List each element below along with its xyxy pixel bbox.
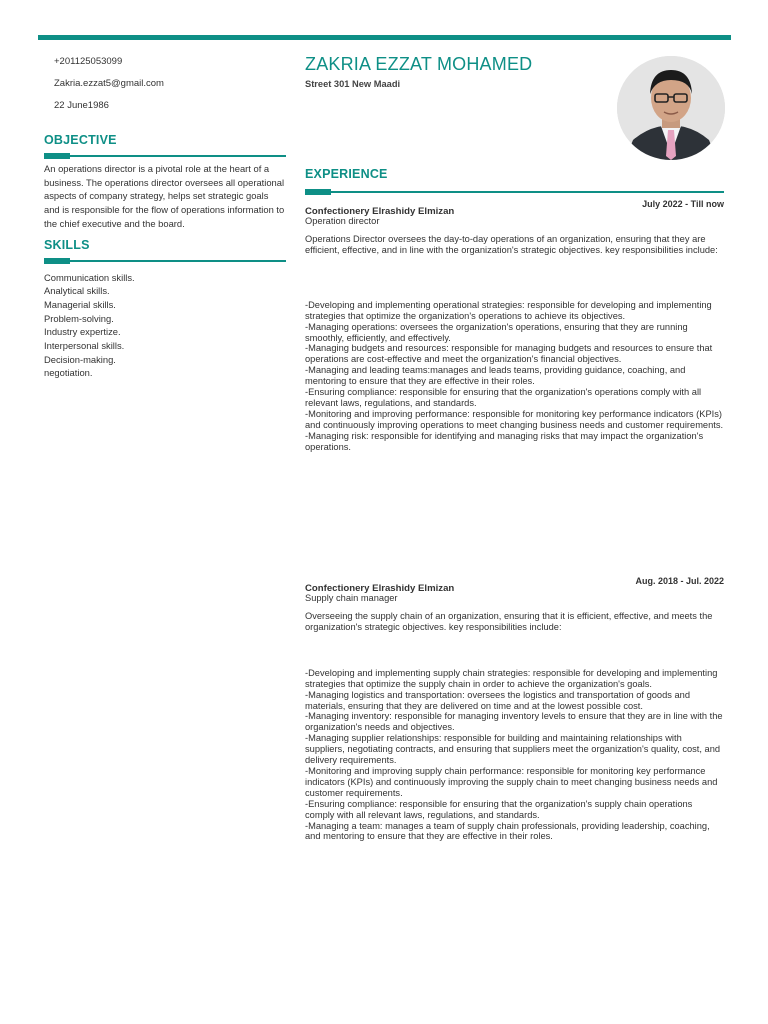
responsibility-item: -Monitoring and improving performance: responsible for monitoring key performance indicators (KPIs) and continuously improving operations to meet changing business needs and customer requirements. (305, 408, 724, 430)
experience-divider (305, 191, 724, 193)
skill-item: Decision-making. (44, 353, 116, 365)
responsibility-item: -Managing inventory: responsible for managing inventory levels to ensure that they are in line with the organization's needs and objectives. (305, 711, 723, 733)
responsibility-item: -Managing risk: responsible for identifying and managing risks that may impact the organization's operations. (305, 430, 704, 452)
responsibility-item: -Ensuring compliance: responsible for ensuring that the organization's operations comply with all relevant laws, regulations, and standards. (305, 387, 702, 408)
skill-item: Managerial skills. (44, 298, 116, 310)
candidate-name: ZAKRIA EZZAT MOHAMED (305, 54, 533, 74)
skills-list (44, 271, 286, 381)
job-company: Confectionery Elrashidy Elmizan (305, 583, 455, 594)
date-of-birth: 22 June1986 (54, 100, 109, 111)
responsibility-item: -Managing budgets and resources: responsible for managing budgets and resources to ensure that operations are cost-effective and meet the organization's financial objectives. (305, 343, 713, 365)
responsibility-item: -Managing logistics and transportation: oversees the logistics and transportation of goods and materials, ensuring that they are delivered on time and at the lowest possible cost. (305, 689, 691, 711)
skill-item: Analytical skills. (44, 285, 110, 297)
skill-item: Problem-solving. (44, 312, 114, 324)
job-role: Supply chain manager (305, 593, 398, 603)
job-date: July 2022 - Till now (642, 199, 724, 209)
objective-text: An operations director is a pivotal role at the heart of a business. The operations director oversees all operational aspects of company strategy, helps set strategic goals and is responsible for the flow of operations information to the chief executive and the board. (44, 163, 285, 229)
job-intro: Operations Director oversees the day-to-day operations of an organization, ensuring that they are efficient, effective, and in line with the organization's strategic objectives. key responsibilities include: (305, 234, 718, 255)
job-responsibilities (305, 668, 724, 843)
responsibility-item: -Managing supplier relationships: responsible for building and maintaining relationships with suppliers, negotiating contracts, and ensuring that suppliers meet the organization's quality, cost, and delivery requirements. (305, 733, 721, 766)
responsibility-item: -Managing operations: oversees the organization's operations, ensuring that they are running smoothly, efficiently, and effectively. (305, 321, 688, 343)
job-entry (305, 578, 724, 842)
left-column (44, 56, 286, 380)
job-intro: Overseeing the supply chain of an organization, ensuring that it is efficient, effective, and meets the organization's strategic objectives. key responsibilities include: (305, 611, 713, 632)
objective-divider (44, 155, 286, 157)
candidate-address: Street 301 New Maadi (305, 79, 401, 89)
phone-number: +201125053099 (54, 56, 123, 67)
skills-heading: SKILLS (44, 237, 90, 252)
responsibility-item: -Developing and implementing supply chain strategies: responsible for developing and implementing strategies that optimize the supply chain in order to achieve the organization's goals. (305, 667, 718, 689)
skill-item: Interpersonal skills. (44, 340, 125, 352)
skill-item: Industry expertize. (44, 326, 121, 338)
responsibility-item: -Monitoring and improving supply chain performance: responsible for monitoring key performance indicators (KPIs) and continuously improving the supply chain to meet changing business needs and customer requirements. (305, 765, 718, 798)
skill-item: negotiation. (44, 367, 93, 379)
profile-photo (617, 56, 725, 160)
skills-divider (44, 260, 286, 262)
job-date: Aug. 2018 - Jul. 2022 (635, 576, 724, 586)
contact-info (54, 56, 286, 122)
top-accent-bar (38, 35, 731, 40)
email-address: Zakria.ezzat5@gmail.com (54, 78, 164, 89)
skill-item: Communication skills. (44, 271, 135, 283)
job-company: Confectionery Elrashidy Elmizan (305, 206, 455, 217)
job-responsibilities (305, 300, 724, 453)
experience-heading: EXPERIENCE (305, 167, 388, 181)
responsibility-item: -Managing a team: manages a team of supply chain professionals, providing leadership, coaching, and mentoring to ensure that they are effective in their roles. (305, 820, 710, 842)
responsibility-item: -Ensuring compliance: responsible for ensuring that the organization's supply chain operations comply with all relevant laws, regulations, and standards. (305, 798, 693, 820)
job-role: Operation director (305, 216, 380, 226)
responsibility-item: -Managing and leading teams:manages and leads teams, providing guidance, coaching, and mentoring to ensure that they are effective in their roles. (305, 365, 686, 387)
responsibility-item: -Developing and implementing operational strategies: responsible for developing and implementing strategies that optimize the organization's operations to achieve its objectives. (305, 299, 712, 321)
objective-heading: OBJECTIVE (44, 133, 117, 147)
job-entry (305, 201, 724, 453)
